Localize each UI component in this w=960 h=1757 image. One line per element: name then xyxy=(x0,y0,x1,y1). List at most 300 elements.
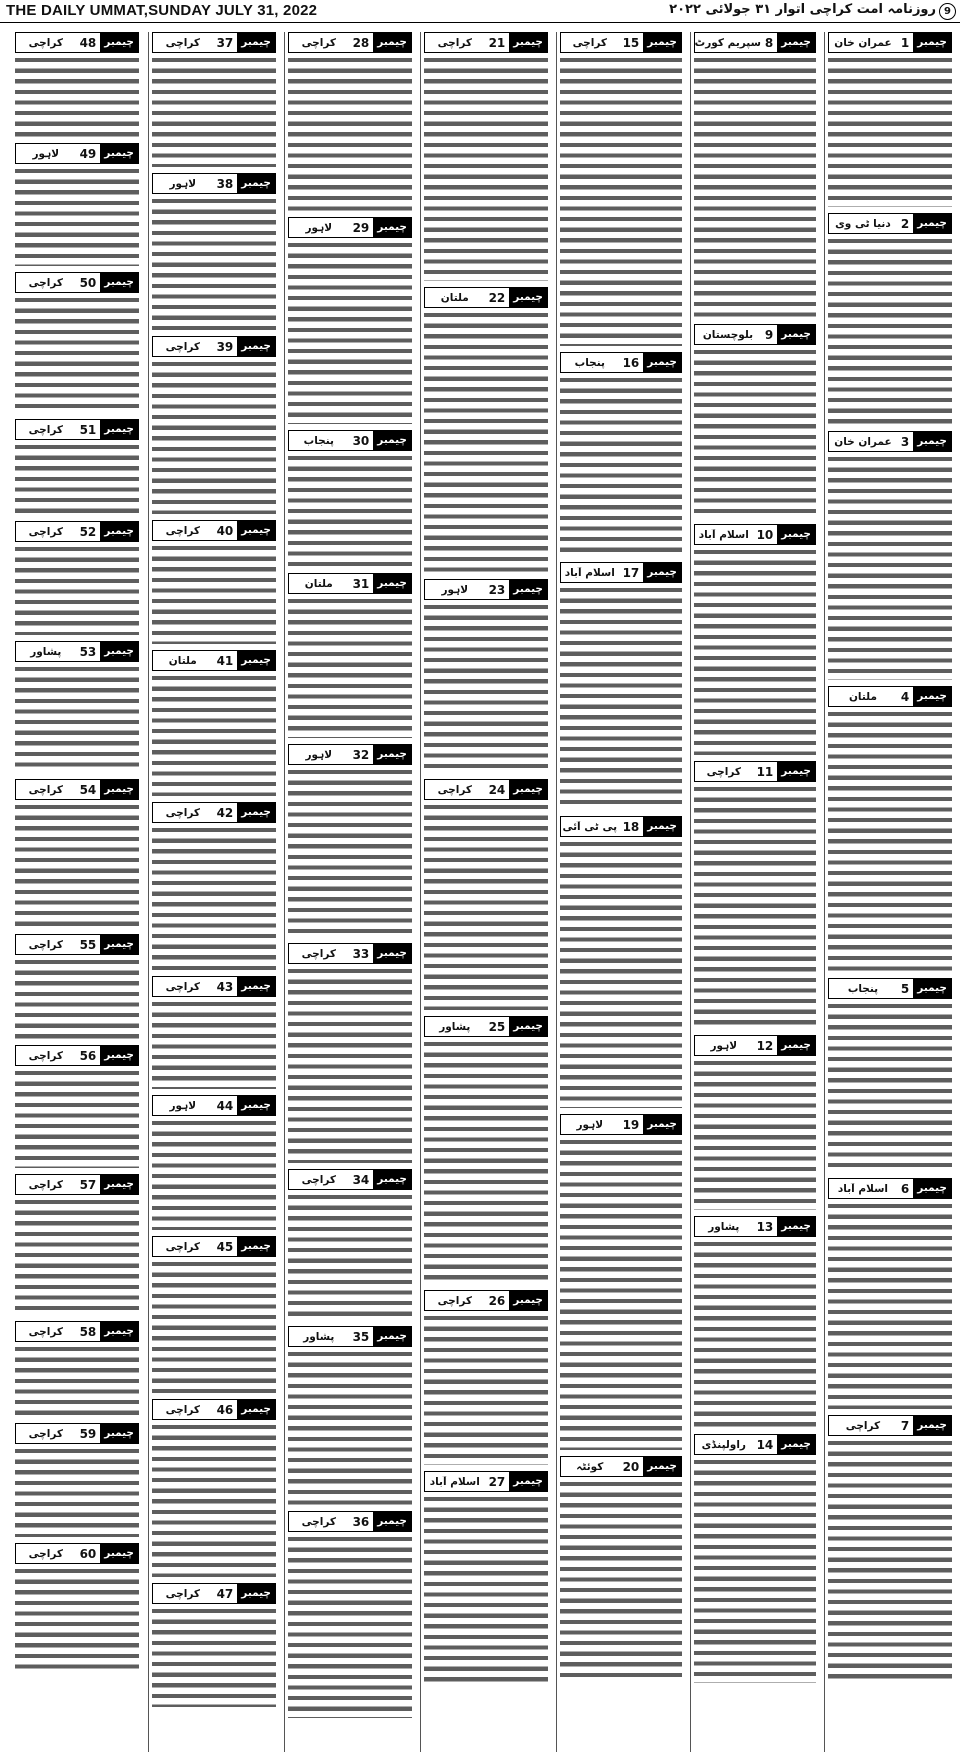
story-body-text xyxy=(828,237,952,425)
news-story xyxy=(560,562,682,810)
story-header xyxy=(828,32,952,53)
news-story xyxy=(424,579,548,773)
story-body-text xyxy=(288,454,412,567)
page-number: 9 xyxy=(939,3,956,20)
story-body-text xyxy=(15,1069,139,1168)
story-header xyxy=(828,431,952,452)
section-label: چیمبر xyxy=(643,1115,681,1134)
news-story xyxy=(152,976,276,1089)
section-label: چیمبر xyxy=(509,780,547,799)
news-story xyxy=(828,213,952,425)
news-story xyxy=(15,641,139,773)
story-body-text xyxy=(424,1040,548,1284)
story-body-text xyxy=(152,360,276,514)
section-label: چیمبر xyxy=(237,337,275,356)
section-label: چیمبر xyxy=(777,325,815,344)
section-label: چیمبر xyxy=(913,979,951,998)
section-label: چیمبر xyxy=(777,1217,815,1236)
story-body-text xyxy=(828,455,952,680)
story-header xyxy=(15,1045,139,1066)
story-number: 26 xyxy=(488,1293,506,1308)
story-dateline: پشاور xyxy=(30,645,62,658)
section-label: چیمبر xyxy=(100,1046,138,1065)
story-number: 17 xyxy=(622,565,640,580)
story-number: 7 xyxy=(900,1418,910,1433)
story-header xyxy=(424,579,548,600)
story-body-text xyxy=(560,586,682,810)
news-story xyxy=(152,336,276,514)
story-body-text xyxy=(424,803,548,1010)
story-body-text xyxy=(288,768,412,937)
story-body-text xyxy=(288,56,412,211)
news-story xyxy=(15,1543,139,1675)
news-story xyxy=(15,779,139,928)
story-header xyxy=(694,1216,816,1237)
news-story xyxy=(152,1095,276,1230)
story-number: 3 xyxy=(900,434,910,449)
story-number: 9 xyxy=(764,327,774,342)
news-column-5 xyxy=(284,32,415,1752)
news-story xyxy=(15,1174,139,1315)
story-number: 31 xyxy=(352,576,370,591)
story-header xyxy=(560,1114,682,1135)
story-header xyxy=(694,1434,816,1455)
story-dateline: اسلام آباد xyxy=(564,566,615,579)
story-dateline: اسلام آباد xyxy=(837,1182,889,1195)
news-story xyxy=(288,1169,412,1320)
story-dateline: ملتان xyxy=(848,690,877,703)
story-header xyxy=(288,1326,412,1347)
section-label: چیمبر xyxy=(373,218,411,237)
section-label: چیمبر xyxy=(237,1400,275,1419)
story-number: 56 xyxy=(79,1048,97,1063)
story-dateline: ملتان xyxy=(440,291,469,304)
news-story xyxy=(15,272,139,413)
story-number: 42 xyxy=(216,805,234,820)
story-dateline: عمران خان xyxy=(834,435,892,448)
news-story xyxy=(152,1236,276,1393)
news-story xyxy=(694,1035,816,1210)
story-number: 47 xyxy=(216,1586,234,1601)
story-number: 44 xyxy=(216,1098,234,1113)
section-label: چیمبر xyxy=(237,1096,275,1115)
story-number: 24 xyxy=(488,782,506,797)
story-header xyxy=(15,1423,139,1444)
story-body-text xyxy=(288,1535,412,1718)
news-story xyxy=(424,32,548,281)
story-header xyxy=(15,272,139,293)
section-label: چیمبر xyxy=(100,780,138,799)
story-dateline: اسلام آباد xyxy=(698,528,749,541)
story-number: 21 xyxy=(488,35,506,50)
story-header xyxy=(424,1471,548,1492)
story-header xyxy=(288,744,412,765)
story-header xyxy=(15,419,139,440)
section-label: چیمبر xyxy=(100,642,138,661)
section-label: چیمبر xyxy=(373,33,411,52)
story-body-text xyxy=(15,1447,139,1537)
news-story xyxy=(828,431,952,680)
story-header xyxy=(560,1456,682,1477)
news-story xyxy=(828,1178,952,1409)
news-story xyxy=(560,1456,682,1682)
story-body-text xyxy=(424,1314,548,1465)
story-header xyxy=(15,641,139,662)
story-number: 22 xyxy=(488,290,506,305)
news-story xyxy=(15,521,139,635)
section-label: چیمبر xyxy=(100,420,138,439)
story-body-text xyxy=(424,311,548,573)
news-story xyxy=(288,744,412,937)
news-column-1 xyxy=(824,32,955,1752)
story-body-text xyxy=(828,1202,952,1409)
story-header xyxy=(288,217,412,238)
news-story xyxy=(152,650,276,796)
story-body-text xyxy=(288,1350,412,1505)
news-story xyxy=(288,1511,412,1718)
story-dateline: کراچی xyxy=(165,1587,200,1600)
story-number: 5 xyxy=(900,981,910,996)
section-label: چیمبر xyxy=(777,1036,815,1055)
story-body-text xyxy=(424,603,548,773)
news-story xyxy=(694,524,816,755)
section-label: چیمبر xyxy=(100,1544,138,1563)
story-body-text xyxy=(152,197,276,330)
section-label: چیمبر xyxy=(373,1170,411,1189)
story-header xyxy=(288,32,412,53)
story-number: 51 xyxy=(79,422,97,437)
story-dateline: کراچی xyxy=(845,1419,881,1432)
story-header xyxy=(424,32,548,53)
section-label: چیمبر xyxy=(509,33,547,52)
story-dateline: کراچی xyxy=(572,36,607,49)
story-number: 39 xyxy=(216,339,234,354)
news-story xyxy=(828,32,952,207)
section-label: چیمبر xyxy=(509,1291,547,1310)
story-number: 28 xyxy=(352,35,370,50)
section-label: چیمبر xyxy=(777,1435,815,1454)
section-label: چیمبر xyxy=(373,1327,411,1346)
section-label: چیمبر xyxy=(100,144,138,163)
story-dateline: کراچی xyxy=(28,783,63,796)
story-number: 18 xyxy=(622,819,640,834)
story-body-text xyxy=(694,1458,816,1683)
story-number: 30 xyxy=(352,433,370,448)
section-label: چیمبر xyxy=(509,288,547,307)
story-body-text xyxy=(15,443,139,515)
story-body-text xyxy=(288,241,412,424)
story-dateline: کراچی xyxy=(28,1325,63,1338)
story-dateline: کراچی xyxy=(165,1403,200,1416)
story-number: 15 xyxy=(622,35,640,50)
news-story xyxy=(288,217,412,424)
story-header xyxy=(424,287,548,308)
news-column-6 xyxy=(148,32,279,1752)
story-header xyxy=(560,816,682,837)
story-body-text xyxy=(152,56,276,167)
story-number: 16 xyxy=(622,355,640,370)
story-header xyxy=(152,1236,276,1257)
story-body-text xyxy=(152,1607,276,1707)
story-header xyxy=(694,1035,816,1056)
news-story xyxy=(694,1434,816,1683)
news-story xyxy=(152,520,276,644)
section-label: چیمبر xyxy=(913,432,951,451)
news-story xyxy=(152,1399,276,1577)
story-header xyxy=(288,943,412,964)
story-body-text xyxy=(694,1059,816,1210)
story-body-text xyxy=(828,56,952,207)
story-header xyxy=(828,1178,952,1199)
story-header xyxy=(152,336,276,357)
story-dateline: کراچی xyxy=(28,1178,63,1191)
story-dateline: لاہور xyxy=(32,147,60,160)
story-number: 25 xyxy=(488,1019,506,1034)
story-dateline: لاہور xyxy=(169,1099,197,1112)
story-dateline: پی ٹی آئی xyxy=(562,820,618,833)
story-dateline: کراچی xyxy=(28,1049,63,1062)
story-header xyxy=(288,1511,412,1532)
story-body-text xyxy=(15,665,139,773)
story-body-text xyxy=(15,958,139,1039)
story-body-text xyxy=(828,1439,952,1683)
story-dateline: پنجاب xyxy=(303,434,334,447)
story-number: 52 xyxy=(79,524,97,539)
story-body-text xyxy=(152,1000,276,1089)
story-dateline: پنجاب xyxy=(847,982,879,995)
story-number: 11 xyxy=(756,764,774,779)
story-body-text xyxy=(560,1480,682,1682)
story-body-text xyxy=(424,56,548,281)
section-label: چیمبر xyxy=(509,580,547,599)
story-dateline: لاہور xyxy=(169,177,197,190)
story-header xyxy=(15,1321,139,1342)
story-dateline: کراچی xyxy=(301,947,336,960)
story-header xyxy=(560,32,682,53)
story-number: 19 xyxy=(622,1117,640,1132)
story-body-text xyxy=(152,674,276,796)
story-number: 50 xyxy=(79,275,97,290)
news-story xyxy=(15,934,139,1039)
section-label: چیمبر xyxy=(643,353,681,372)
story-number: 33 xyxy=(352,946,370,961)
story-header xyxy=(288,430,412,451)
news-story xyxy=(424,1290,548,1465)
story-number: 48 xyxy=(79,35,97,50)
story-number: 8 xyxy=(764,35,774,50)
story-header xyxy=(152,520,276,541)
news-story xyxy=(828,1415,952,1683)
news-story xyxy=(152,32,276,167)
story-dateline: کراچی xyxy=(28,525,63,538)
story-body-text xyxy=(694,785,816,1029)
story-dateline: بلوچستان xyxy=(702,328,754,341)
story-header xyxy=(828,213,952,234)
newspaper-title-urdu: روزنامہ امت کراچی اتوار ۳۱ جولائی ۲۰۲۲ xyxy=(669,2,936,17)
story-body-text xyxy=(15,1345,139,1417)
story-number: 32 xyxy=(352,747,370,762)
story-header xyxy=(424,779,548,800)
story-number: 12 xyxy=(756,1038,774,1053)
story-number: 10 xyxy=(756,527,774,542)
story-body-text xyxy=(288,1193,412,1320)
news-story xyxy=(694,761,816,1029)
story-body-text xyxy=(828,710,952,972)
news-story xyxy=(694,1216,816,1428)
news-story xyxy=(15,1423,139,1537)
story-number: 38 xyxy=(216,176,234,191)
story-dateline: کراچی xyxy=(165,340,200,353)
story-body-text xyxy=(152,1119,276,1230)
section-label: چیمبر xyxy=(100,1322,138,1341)
story-header xyxy=(694,524,816,545)
story-header xyxy=(424,1016,548,1037)
story-header xyxy=(152,32,276,53)
story-dateline: لاہور xyxy=(305,221,333,234)
story-dateline: کراچی xyxy=(28,1547,63,1560)
story-header xyxy=(15,1543,139,1564)
story-number: 27 xyxy=(488,1474,506,1489)
section-label: چیمبر xyxy=(777,525,815,544)
story-dateline: کراچی xyxy=(301,1515,336,1528)
section-label: چیمبر xyxy=(237,1584,275,1603)
story-header xyxy=(15,779,139,800)
story-header xyxy=(828,1415,952,1436)
story-body-text xyxy=(15,56,139,137)
news-column-4 xyxy=(420,32,551,1752)
news-story xyxy=(424,1016,548,1284)
story-header xyxy=(694,761,816,782)
news-story xyxy=(560,816,682,1108)
story-number: 1 xyxy=(900,35,910,50)
section-label: چیمبر xyxy=(509,1017,547,1036)
story-body-text xyxy=(15,545,139,635)
section-label: چیمبر xyxy=(100,935,138,954)
story-header xyxy=(152,976,276,997)
news-story xyxy=(828,686,952,972)
story-dateline: کراچی xyxy=(28,423,63,436)
story-body-text xyxy=(560,1138,682,1450)
news-story xyxy=(560,32,682,346)
story-number: 41 xyxy=(216,653,234,668)
story-header xyxy=(15,521,139,542)
story-dateline: کراچی xyxy=(301,1173,336,1186)
news-column-3 xyxy=(556,32,685,1752)
story-header xyxy=(152,1095,276,1116)
story-number: 54 xyxy=(79,782,97,797)
story-header xyxy=(152,1583,276,1604)
section-label: چیمبر xyxy=(100,522,138,541)
story-header xyxy=(424,1290,548,1311)
story-body-text xyxy=(152,1423,276,1577)
story-number: 45 xyxy=(216,1239,234,1254)
story-header xyxy=(694,32,816,53)
section-label: چیمبر xyxy=(777,33,815,52)
section-label: چیمبر xyxy=(100,273,138,292)
news-story xyxy=(424,1471,548,1683)
news-story xyxy=(694,324,816,518)
story-dateline: لاہور xyxy=(305,748,333,761)
news-story xyxy=(152,1583,276,1707)
story-dateline: اسلام آباد xyxy=(429,1475,480,1488)
story-number: 53 xyxy=(79,644,97,659)
section-label: چیمبر xyxy=(237,1237,275,1256)
story-header xyxy=(152,1399,276,1420)
story-dateline: لاہور xyxy=(710,1039,738,1052)
story-header xyxy=(15,934,139,955)
section-label: چیمبر xyxy=(373,574,411,593)
section-label: چیمبر xyxy=(913,687,951,706)
story-number: 43 xyxy=(216,979,234,994)
news-story xyxy=(828,978,952,1172)
story-header xyxy=(560,562,682,583)
story-dateline: کراچی xyxy=(165,980,200,993)
section-label: چیمبر xyxy=(237,521,275,540)
news-story xyxy=(152,802,276,970)
section-label: چیمبر xyxy=(509,1472,547,1491)
section-label: چیمبر xyxy=(373,944,411,963)
story-body-text xyxy=(694,348,816,518)
news-column-7 xyxy=(12,32,142,1752)
news-story xyxy=(288,430,412,567)
story-dateline: کراچی xyxy=(165,806,200,819)
story-dateline: لاہور xyxy=(441,583,469,596)
news-story xyxy=(288,1326,412,1505)
section-label: چیمبر xyxy=(913,1416,951,1435)
story-dateline: کراچی xyxy=(165,524,200,537)
news-story xyxy=(424,287,548,573)
news-story xyxy=(288,32,412,211)
story-header xyxy=(694,324,816,345)
story-dateline: کراچی xyxy=(301,36,336,49)
story-header xyxy=(152,802,276,823)
story-body-text xyxy=(288,967,412,1163)
story-number: 2 xyxy=(900,216,910,231)
section-label: چیمبر xyxy=(643,1457,681,1476)
story-header xyxy=(15,1174,139,1195)
story-header xyxy=(828,978,952,999)
story-number: 6 xyxy=(900,1181,910,1196)
story-number: 23 xyxy=(488,582,506,597)
news-story xyxy=(694,32,816,318)
section-label: چیمبر xyxy=(237,651,275,670)
story-body-text xyxy=(15,167,139,266)
news-story xyxy=(288,943,412,1163)
section-label: چیمبر xyxy=(100,1175,138,1194)
story-dateline: پشاور xyxy=(303,1330,335,1343)
story-dateline: کراچی xyxy=(28,938,63,951)
section-label: چیمبر xyxy=(237,803,275,822)
story-body-text xyxy=(828,1002,952,1172)
story-dateline: عمران خان xyxy=(834,36,892,49)
news-story xyxy=(152,173,276,330)
newspaper-page xyxy=(0,24,960,1757)
story-number: 60 xyxy=(79,1546,97,1561)
section-label: چیمبر xyxy=(373,431,411,450)
story-number: 59 xyxy=(79,1426,97,1441)
story-header xyxy=(15,143,139,164)
story-dateline: کراچی xyxy=(165,36,200,49)
section-label: چیمبر xyxy=(643,33,681,52)
story-number: 49 xyxy=(79,146,97,161)
news-story xyxy=(15,419,139,515)
story-number: 40 xyxy=(216,523,234,538)
news-story xyxy=(15,143,139,266)
story-body-text xyxy=(424,1495,548,1683)
story-dateline: پشاور xyxy=(439,1020,471,1033)
story-header xyxy=(288,1169,412,1190)
story-number: 58 xyxy=(79,1324,97,1339)
